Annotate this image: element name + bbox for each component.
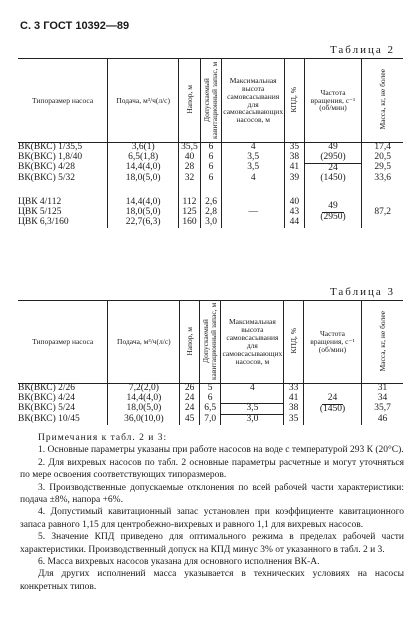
col-suction: Максимальная высота самовсасывания для самовсасывающих насосов, м	[221, 301, 284, 384]
cell-suction: 3,5	[221, 404, 284, 415]
cell-head: 24	[180, 394, 200, 404]
col-flow: Подача, м³/ч(л/с)	[108, 59, 179, 143]
table-3-title: Таблица 3	[329, 286, 395, 298]
cell-eff: 35	[284, 415, 304, 425]
cell-mass: 29,5	[362, 163, 403, 173]
col-mass: Масса, кг, не более	[362, 59, 403, 143]
cell-speed: 24	[304, 163, 362, 173]
cell-npsh: 7,0	[199, 415, 221, 425]
cell-eff: 43	[285, 208, 305, 218]
cell-head: 35,5	[179, 143, 201, 153]
cell-head: 24	[180, 404, 200, 415]
col-npsh: Допускаемый кавитационный запас, м	[200, 59, 222, 143]
cell-flow: 18,0(5,0)	[108, 174, 179, 184]
cell-flow: 6,5(1,8)	[108, 153, 179, 163]
cell-head: 28	[179, 163, 201, 173]
cell-mass: 87,2	[362, 198, 403, 228]
cell-eff: 41	[284, 394, 304, 404]
col-size: Типоразмер насоса	[18, 59, 108, 143]
note-3: 3. Производственные допускаемые отклонения по всей рабочей части характеристики: подача ±8%, напора +6%.	[20, 482, 404, 506]
cell-npsh: 5	[199, 383, 221, 393]
cell-mass: 35,7	[362, 404, 403, 415]
col-flow: Подача, м³/ч(л/с)	[108, 301, 180, 384]
cell-mass: 46	[362, 415, 403, 425]
cell-npsh: 6	[199, 394, 221, 404]
col-suction: Максимальная высота самовсасывания для самовсасывающих насосов, м	[222, 59, 285, 143]
cell-speed: (1450)	[304, 174, 362, 184]
cell-npsh: 2,8	[200, 208, 222, 218]
note-7: Для других исполнений масса указывается в технических условиях на насосы конкретных типов.	[20, 569, 404, 592]
col-speed: Частота вращения, с⁻¹ (об/мин)	[303, 301, 361, 384]
cell-suction: —	[222, 198, 285, 228]
cell-head: 112	[179, 198, 201, 208]
cell-flow: 18,0(5,0)	[108, 404, 180, 415]
cell-suction: 3,5	[222, 153, 285, 163]
cell-mass: 20,5	[362, 153, 403, 163]
cell-suction: 4	[222, 143, 285, 153]
col-mass: Масса, кг, не более	[362, 301, 403, 384]
cell-mass: 34	[362, 394, 403, 404]
cell-eff: 38	[284, 404, 304, 415]
cell-eff: 39	[285, 174, 305, 184]
table-3	[18, 300, 403, 425]
cell-size: ВК(ВКС) 4/28	[18, 162, 76, 173]
note-5: 5. Значение КПД приведено для оптимального режима в пределах рабочей части характеристики. Производственный допуск на КПД минус 3% от указанного в табл. 2 и 3.	[20, 532, 404, 555]
cell-speed: 24 (1450)	[303, 383, 361, 425]
cell-npsh: 6	[200, 174, 222, 184]
cell-eff: 40	[285, 198, 305, 208]
table-2-title: Таблица 2	[329, 44, 395, 56]
cell-eff: 38	[285, 153, 305, 163]
cell-npsh: 3,0	[200, 218, 222, 228]
cell-flow: 22,7(6,3)	[108, 218, 179, 228]
cell-npsh: 6,5	[199, 404, 221, 415]
cell-size: ВК(ВКС) 10/45	[18, 413, 80, 424]
col-size: Типоразмер насоса	[18, 301, 108, 384]
note-2: 2. Для вихревых насосов по табл. 2 основные параметры расчетные и могут уточняться по мере освоения соответствующих типоразмеров.	[20, 457, 404, 481]
note-1: 1. Основные параметры указаны при работе насосов на воде с температурой 293 К (20°С).	[38, 445, 404, 456]
cell-suction: 4	[221, 383, 284, 403]
col-npsh: Допускаемый кавитационный запас, м	[199, 301, 221, 384]
cell-head: 160	[179, 218, 201, 228]
cell-head: 26	[180, 383, 200, 393]
cell-flow: 14,4(4,0)	[108, 163, 179, 173]
cell-flow: 7,2(2,0)	[108, 383, 180, 393]
cell-size: ВК(ВКС) 2/26	[18, 382, 76, 393]
cell-size: ЦВК 6,3/160	[18, 216, 69, 227]
cell-size: ВК(ВКС) 1/35,5	[18, 142, 83, 152]
cell-npsh: 6	[200, 153, 222, 163]
cell-speed: 49 (2950)	[304, 198, 362, 228]
cell-size: ЦВК 4/112	[18, 196, 62, 207]
cell-head: 32	[179, 174, 201, 184]
notes	[20, 432, 404, 593]
cell-mass: 33,6	[362, 174, 403, 184]
note-6: 6. Масса вихревых насосов указана для основного исполнения ВК-А.	[38, 557, 320, 568]
cell-flow: 36,0(10,0)	[108, 415, 180, 425]
col-head: Напор, м	[180, 301, 200, 384]
cell-suction: 3,0	[221, 415, 284, 425]
cell-size: ВК(ВКС) 4/24	[18, 392, 76, 403]
cell-mass: 17,4	[362, 143, 403, 153]
notes-title: Примечания к табл. 2 и 3:	[38, 433, 168, 443]
cell-flow: 14,4(4,0)	[108, 198, 179, 208]
cell-size: ВК(ВКС) 1,8/40	[18, 151, 83, 162]
table-2	[18, 58, 403, 228]
cell-size: ЦВК 5/125	[18, 206, 62, 217]
col-eff: КПД, %	[285, 59, 305, 143]
cell-flow: 14,4(4,0)	[108, 394, 180, 404]
table-row	[18, 174, 403, 184]
cell-eff: 44	[285, 218, 305, 228]
col-speed: Частота вращения, с⁻¹ (об/мин)	[304, 59, 362, 143]
cell-size: ВК(ВКС) 5/24	[18, 402, 76, 413]
cell-head: 125	[179, 208, 201, 218]
cell-eff: 33	[284, 383, 304, 393]
cell-npsh: 6	[200, 143, 222, 153]
page-header: С. 3 ГОСТ 10392—89	[20, 20, 130, 32]
cell-flow: 18,0(5,0)	[108, 208, 179, 218]
cell-suction: 3,5	[222, 163, 285, 173]
cell-suction: 4	[222, 174, 285, 184]
cell-npsh: 2,6	[200, 198, 222, 208]
cell-size: ВК(ВКС) 5/32	[18, 172, 76, 183]
cell-npsh: 6	[200, 163, 222, 173]
col-eff: КПД, %	[284, 301, 304, 384]
col-head: Напор, м	[179, 59, 201, 143]
cell-head: 40	[179, 153, 201, 163]
cell-mass: 31	[362, 383, 403, 393]
cell-speed: 49	[304, 143, 362, 153]
cell-head: 45	[180, 415, 200, 425]
cell-eff: 35	[285, 143, 305, 153]
cell-eff: 41	[285, 163, 305, 173]
cell-flow: 3,6(1)	[108, 143, 179, 153]
note-4: 4. Допустимый кавитационный запас установлен при коэффициенте кавитационного запаса равного 1,15 для центробежно-вихревых и равного 1,1 для вихревых насосов.	[20, 507, 404, 530]
cell-speed: (2950)	[304, 153, 362, 163]
